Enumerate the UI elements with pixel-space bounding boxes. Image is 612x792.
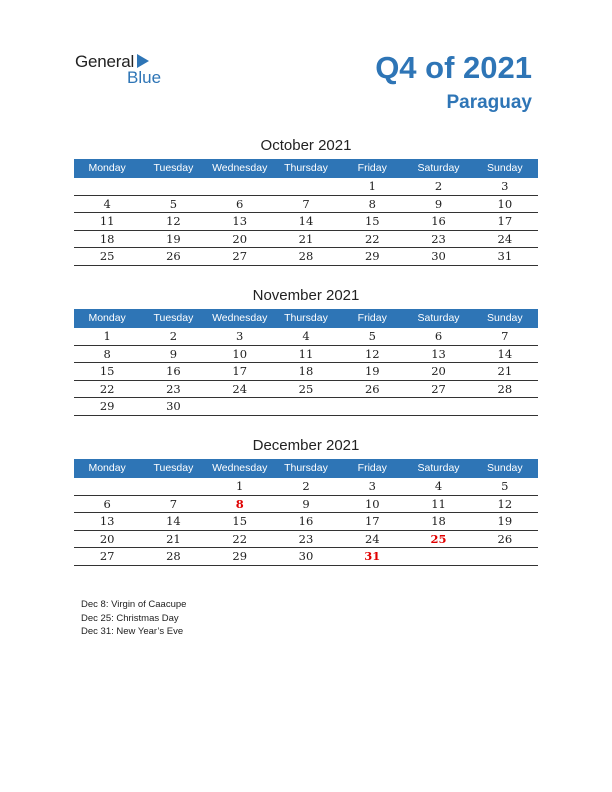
weekday-label: Thursday xyxy=(284,462,328,474)
holiday-note: Dec 8: Virgin of Caacupe xyxy=(81,599,187,610)
day-cell: 12 xyxy=(364,346,380,361)
day-cell: 26 xyxy=(166,249,181,263)
empty-day-cell xyxy=(74,178,140,195)
day-cell: 27 xyxy=(99,549,115,563)
day-cell: 17 xyxy=(364,514,380,528)
day-cell: 4 xyxy=(302,329,310,343)
day-cell: 26 xyxy=(364,381,380,396)
day-cell: 21 xyxy=(298,231,314,246)
logo xyxy=(75,52,175,88)
day-cell: 12 xyxy=(497,496,513,511)
empty-day-cell xyxy=(339,398,405,415)
holiday-note: Dec 31: New Year’s Eve xyxy=(81,626,184,637)
holiday-note: Dec 25: Christmas Day xyxy=(81,612,179,624)
weekday-header xyxy=(74,159,538,178)
day-cell: 29 xyxy=(232,549,248,563)
day-cell: 23 xyxy=(431,231,446,246)
day-cell: 20 xyxy=(431,364,446,378)
empty-day-cell xyxy=(472,398,538,415)
weekday-label: Sunday xyxy=(487,462,523,474)
day-cell: 25 xyxy=(99,249,115,263)
weekday-label: Thursday xyxy=(284,312,328,324)
week-row xyxy=(74,328,538,346)
empty-day-cell xyxy=(207,398,273,415)
day-cell: 2 xyxy=(302,479,310,493)
month-october xyxy=(74,137,538,266)
day-cell: 6 xyxy=(434,329,443,343)
week-row xyxy=(74,478,538,496)
day-cell: 3 xyxy=(368,479,376,493)
week-row xyxy=(74,398,538,416)
day-cell: 18 xyxy=(298,364,314,378)
weekday-label: Friday xyxy=(357,162,387,174)
weekday-label: Sunday xyxy=(487,162,523,174)
day-cell: 1 xyxy=(103,329,111,343)
weekday-label: Saturday xyxy=(417,312,460,324)
day-cell: 12 xyxy=(166,214,181,228)
day-cell: 25 xyxy=(298,381,314,396)
week-row xyxy=(74,496,538,514)
month-title: November 2021 xyxy=(252,287,360,304)
month-november xyxy=(74,287,538,416)
weekday-label: Saturday xyxy=(417,162,460,174)
day-cell: 25 xyxy=(430,531,447,546)
weekday-label: Thursday xyxy=(284,162,328,174)
day-cell: 14 xyxy=(497,346,513,361)
holiday-notes xyxy=(81,598,186,639)
day-cell: 20 xyxy=(232,231,248,246)
weekday-label: Tuesday xyxy=(153,312,194,324)
day-cell: 15 xyxy=(364,214,380,228)
day-cell: 11 xyxy=(99,214,115,228)
day-cell: 24 xyxy=(364,531,380,546)
day-cell: 9 xyxy=(302,496,310,511)
day-cell: 6 xyxy=(103,496,111,511)
day-cell: 7 xyxy=(169,496,178,511)
weekday-label: Saturday xyxy=(417,462,460,474)
week-row xyxy=(74,513,538,531)
week-row xyxy=(74,363,538,381)
day-cell: 29 xyxy=(99,399,115,413)
week-row xyxy=(74,346,538,364)
day-cell: 1 xyxy=(368,179,376,193)
weekday-label: Monday xyxy=(88,462,126,474)
day-cell: 4 xyxy=(434,479,443,493)
day-cell: 24 xyxy=(232,381,248,396)
page-title: Q4 of 2021 xyxy=(375,50,532,85)
day-cell: 19 xyxy=(497,514,513,528)
day-cell: 15 xyxy=(232,514,248,528)
empty-day-cell xyxy=(405,398,471,415)
day-cell: 4 xyxy=(103,196,111,211)
day-cell: 3 xyxy=(501,179,509,193)
day-cell: 19 xyxy=(166,231,181,246)
day-cell: 16 xyxy=(298,514,314,528)
day-cell: 31 xyxy=(497,249,513,263)
empty-day-cell xyxy=(273,178,339,195)
day-cell: 30 xyxy=(298,549,314,563)
logo-general-text: General xyxy=(75,52,135,71)
logo-blue-text: Blue xyxy=(127,68,162,87)
day-cell: 9 xyxy=(434,196,443,211)
day-cell: 16 xyxy=(166,364,181,378)
weekday-header xyxy=(74,459,538,478)
empty-day-cell xyxy=(405,548,471,565)
empty-day-cell xyxy=(140,178,206,195)
empty-day-cell xyxy=(140,478,206,495)
day-cell: 9 xyxy=(169,346,178,361)
month-title: December 2021 xyxy=(252,437,360,454)
day-cell: 23 xyxy=(166,381,181,396)
day-cell: 19 xyxy=(364,364,380,378)
day-cell: 14 xyxy=(166,514,181,528)
day-cell: 16 xyxy=(431,214,446,228)
day-cell: 22 xyxy=(99,381,115,396)
day-cell: 24 xyxy=(497,231,513,246)
logo-triangle-icon xyxy=(137,54,149,68)
day-cell: 8 xyxy=(103,346,111,361)
day-cell: 11 xyxy=(431,496,446,511)
day-cell: 28 xyxy=(298,249,314,263)
day-cell: 13 xyxy=(431,346,446,361)
day-cell: 10 xyxy=(232,346,248,361)
weekday-label: Wednesday xyxy=(212,312,268,324)
weeks xyxy=(74,478,538,566)
day-cell: 31 xyxy=(364,549,381,563)
week-row xyxy=(74,248,538,266)
day-cell: 20 xyxy=(99,531,115,546)
day-cell: 2 xyxy=(434,179,443,193)
empty-day-cell xyxy=(74,478,140,495)
weekday-label: Monday xyxy=(88,312,126,324)
day-cell: 5 xyxy=(501,479,509,493)
day-cell: 22 xyxy=(232,531,248,546)
weekday-label: Friday xyxy=(357,312,387,324)
day-cell: 22 xyxy=(364,231,380,246)
day-cell: 10 xyxy=(364,496,380,511)
day-cell: 27 xyxy=(431,381,446,396)
weekday-label: Wednesday xyxy=(212,162,268,174)
day-cell: 6 xyxy=(236,196,244,211)
weeks xyxy=(74,328,538,416)
day-cell: 29 xyxy=(364,249,380,263)
day-cell: 30 xyxy=(166,399,181,413)
week-row xyxy=(74,213,538,231)
week-row xyxy=(74,231,538,249)
day-cell: 1 xyxy=(236,479,244,493)
day-cell: 14 xyxy=(298,214,314,228)
day-cell: 13 xyxy=(232,214,248,228)
day-cell: 11 xyxy=(298,346,314,361)
day-cell: 5 xyxy=(368,329,376,343)
day-cell: 7 xyxy=(302,196,310,211)
weekday-label: Sunday xyxy=(487,312,523,324)
empty-day-cell xyxy=(273,398,339,415)
month-title: October 2021 xyxy=(260,137,352,154)
week-row xyxy=(74,178,538,196)
weeks xyxy=(74,178,538,266)
day-cell: 28 xyxy=(166,549,181,563)
day-cell: 5 xyxy=(169,196,178,211)
day-cell: 28 xyxy=(497,381,513,396)
day-cell: 21 xyxy=(166,531,181,546)
weekday-label: Friday xyxy=(357,462,387,474)
weekday-label: Tuesday xyxy=(153,162,194,174)
week-row xyxy=(74,531,538,549)
day-cell: 15 xyxy=(99,364,115,378)
day-cell: 7 xyxy=(501,329,509,343)
day-cell: 2 xyxy=(169,329,178,343)
day-cell: 30 xyxy=(431,249,446,263)
empty-day-cell xyxy=(207,178,273,195)
day-cell: 21 xyxy=(497,364,513,378)
day-cell: 26 xyxy=(497,531,513,546)
day-cell: 17 xyxy=(497,214,513,228)
day-cell: 17 xyxy=(232,364,248,378)
day-cell: 18 xyxy=(431,514,446,528)
day-cell: 10 xyxy=(497,196,513,211)
weekday-label: Monday xyxy=(88,162,126,174)
weekday-header xyxy=(74,309,538,328)
day-cell: 3 xyxy=(236,329,244,343)
day-cell: 18 xyxy=(99,231,115,246)
week-row xyxy=(74,381,538,399)
day-cell: 8 xyxy=(235,496,244,511)
day-cell: 27 xyxy=(232,249,248,263)
day-cell: 13 xyxy=(99,514,115,528)
week-row xyxy=(74,548,538,566)
country-name: Paraguay xyxy=(446,92,532,113)
empty-day-cell xyxy=(472,548,538,565)
month-december xyxy=(74,437,538,566)
day-cell: 8 xyxy=(368,196,376,211)
week-row xyxy=(74,196,538,214)
weekday-label: Wednesday xyxy=(212,462,268,474)
weekday-label: Tuesday xyxy=(153,462,194,474)
day-cell: 23 xyxy=(298,531,314,546)
